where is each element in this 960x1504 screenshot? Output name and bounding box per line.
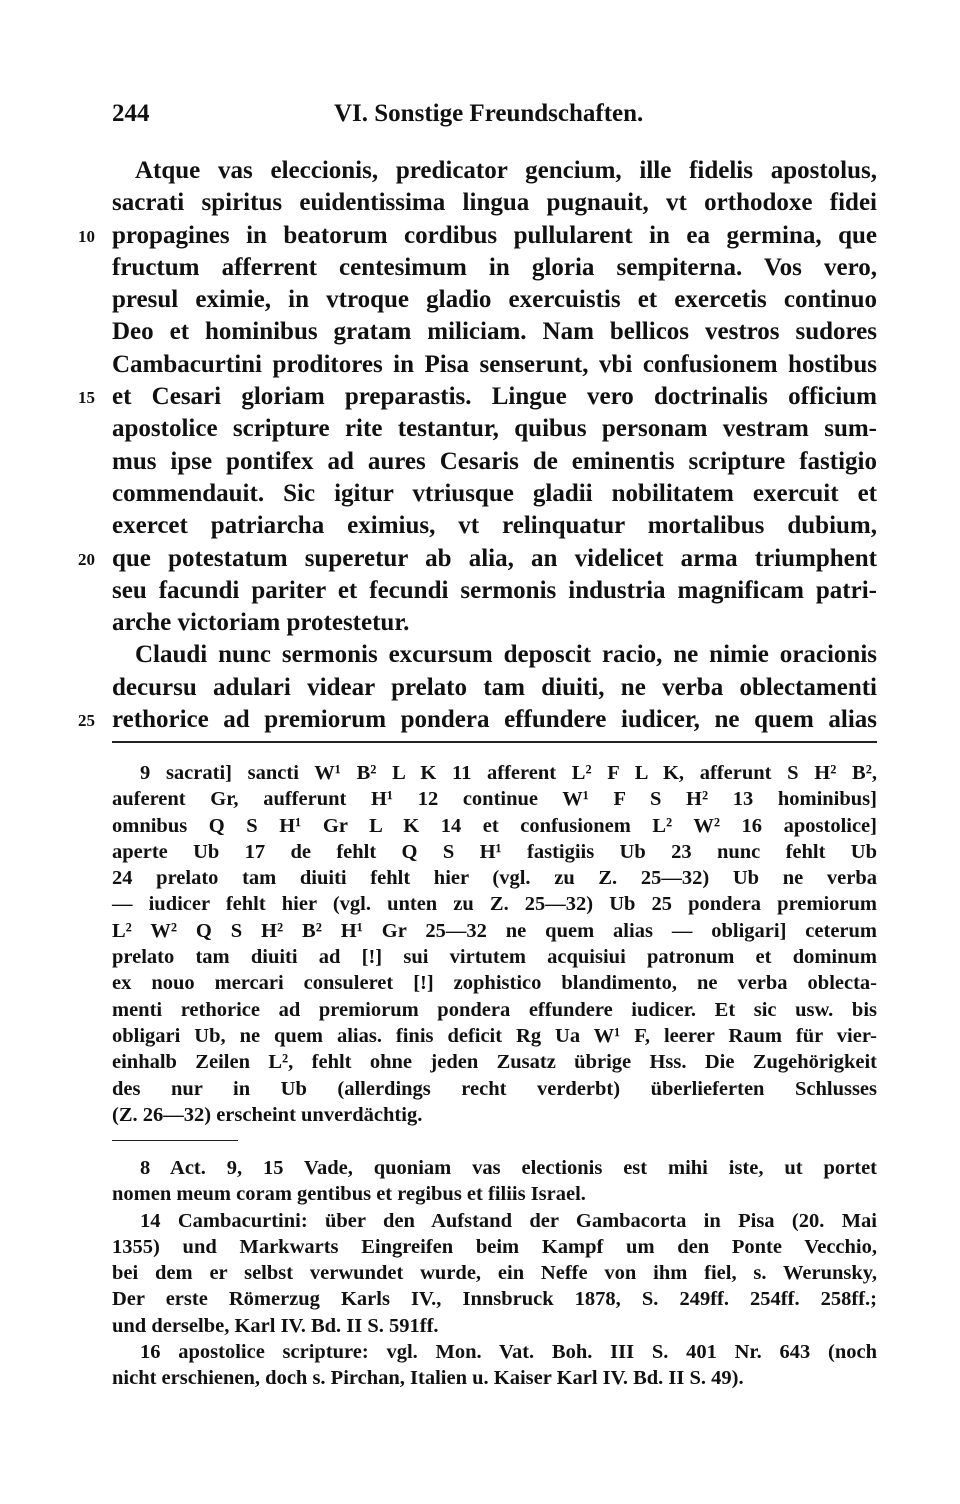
apparatus-line: 9 sacrati] sancti W¹ B² L K 11 afferent L² F L K, afferunt S H² B²,: [140, 762, 877, 784]
line-text: apostolice scripture rite testantur, quibus personam vestram sum-: [112, 415, 877, 443]
line-text: decursu adulari videar prelato tam diuiti, ne verba oblectamenti: [112, 673, 877, 701]
apparatus-line: menti rethorice ad premiorum pondera effundere iudicer. Et sic usw. bis: [112, 998, 877, 1021]
apparatus-line: obligari Ub, ne quem alias. finis deficit Rg Ua W¹ F, leerer Raum für vier-: [112, 1024, 877, 1047]
line-text: Deo et hominibus gratam miliciam. Nam bellicos vestros sudores: [112, 318, 877, 346]
text-line: [112, 252, 877, 284]
text-line: [112, 575, 877, 607]
text-line: [112, 316, 877, 348]
line-text: sacrati spiritus euidentissima lingua pugnauit, vt orthodoxe fidei: [112, 189, 877, 217]
text-line: [78, 220, 877, 252]
page-header: [112, 100, 872, 134]
apparatus-line: prelato tam diuiti ad [!] sui virtutem acquisiui patronum et dominum: [112, 946, 877, 969]
note-line: 14 Cambacurtini: über den Aufstand der Gambacorta in Pisa (20. Mai: [140, 1209, 877, 1232]
text-line: [112, 413, 877, 445]
apparatus-divider: [112, 741, 877, 743]
text-line: [78, 704, 877, 736]
commentary-notes: [112, 1155, 877, 1392]
line-number: 20: [78, 549, 95, 569]
notes-divider: [112, 1140, 238, 1141]
line-text: mus ipse pontifex ad aures Cesaris de eminentis scripture fastigio: [112, 447, 877, 475]
text-line: [112, 639, 877, 671]
text-line: [112, 510, 877, 542]
line-text: Claudi nunc sermonis excursum deposcit racio, ne nimie oracionis: [135, 641, 877, 669]
page-number: 244: [112, 100, 150, 127]
line-text: seu facundi pariter et fecundi sermonis industria magnificam patri-: [112, 576, 877, 604]
line-text: arche victoriam protestetur.: [112, 609, 410, 637]
line-text: rethorice ad premiorum pondera effundere iudicer, ne quem alias: [112, 706, 877, 734]
note-line: 16 apostolice scripture: vgl. Mon. Vat. Boh. III S. 401 Nr. 643 (noch: [140, 1341, 877, 1364]
apparatus-line: (Z. 26—32) erscheint unverdächtig.: [112, 1103, 423, 1126]
apparatus-line: einhalb Zeilen L², fehlt ohne jeden Zusatz übrige Hss. Die Zugehörigkeit: [112, 1051, 877, 1074]
text-line: [78, 543, 877, 575]
apparatus-line: L² W² Q S H² B² H¹ Gr 25—32 ne quem alias — obligari] ceterum: [112, 919, 877, 942]
critical-apparatus: [112, 760, 877, 1128]
apparatus-line: ex nouo mercari consuleret [!] zophistico blandimento, ne verba oblecta-: [112, 972, 877, 995]
apparatus-line: des nur in Ub (allerdings recht verderbt) überlieferten Schlusses: [112, 1077, 877, 1100]
text-line: [112, 478, 877, 510]
line-number: 25: [78, 711, 95, 731]
line-text: exercet patriarcha eximius, vt relinquatur mortalibus dubium,: [112, 512, 877, 540]
line-text: commendauit. Sic igitur vtriusque gladii nobilitatem exercuit et: [112, 479, 877, 507]
line-number: 15: [78, 388, 95, 408]
text-line: [112, 672, 877, 704]
line-text: fructum afferrent centesimum in gloria sempiterna. Vos vero,: [112, 253, 877, 281]
note-line: bei dem er selbst verwundet wurde, ein Neffe von ihm fiel, s. Werunsky,: [112, 1262, 877, 1285]
note-line: 1355) und Markwarts Eingreifen beim Kampf um den Ponte Vecchio,: [112, 1235, 877, 1258]
apparatus-line: 24 prelato tam diuiti fehlt hier (vgl. zu Z. 25—32) Ub ne verba: [112, 867, 877, 890]
apparatus-line: omnibus Q S H¹ Gr L K 14 et confusionem L² W² 16 apostolice]: [112, 814, 877, 837]
note-line: und derselbe, Karl IV. Bd. II S. 591ff.: [112, 1314, 439, 1337]
apparatus-line: auferent Gr, aufferunt H¹ 12 continue W¹ F S H² 13 hominibus]: [112, 788, 877, 811]
text-line: [78, 381, 877, 413]
text-line: [112, 155, 877, 187]
text-line: [112, 284, 877, 316]
apparatus-line: — iudicer fehlt hier (vgl. unten zu Z. 25—32) Ub 25 pondera premiorum: [112, 893, 877, 916]
line-text: que potestatum superetur ab alia, an videlicet arma triumphent: [112, 544, 877, 572]
text-line: [112, 349, 877, 381]
line-text: et Cesari gloriam preparastis. Lingue vero doctrinalis officium: [112, 383, 877, 411]
line-text: propagines in beatorum cordibus pullularent in ea germina, que: [112, 221, 877, 249]
line-text: presul eximie, in vtroque gladio exercuistis et exercetis continuo: [112, 286, 877, 314]
text-line: [112, 187, 877, 219]
line-number: 10: [78, 226, 95, 246]
main-text-block: [78, 155, 877, 736]
note-line: 8 Act. 9, 15 Vade, quoniam vas electionis est mihi iste, ut portet: [140, 1157, 877, 1179]
apparatus-line: aperte Ub 17 de fehlt Q S H¹ fastigiis Ub 23 nunc fehlt Ub: [112, 840, 877, 863]
note-line: Der erste Römerzug Karls IV., Innsbruck 1878, S. 249ff. 254ff. 258ff.;: [112, 1288, 877, 1311]
text-line: [112, 446, 877, 478]
note-line: nomen meum coram gentibus et regibus et filiis Israel.: [112, 1183, 586, 1206]
running-title: VI. Sonstige Freundschaften.: [334, 100, 644, 127]
line-text: Atque vas eleccionis, predicator gencium, ille fidelis apostolus,: [135, 157, 877, 184]
text-line: [112, 607, 877, 639]
line-text: Cambacurtini proditores in Pisa senserunt, vbi confusionem hostibus: [112, 350, 877, 378]
note-line: nicht erschienen, doch s. Pirchan, Italien u. Kaiser Karl IV. Bd. II S. 49).: [112, 1367, 744, 1390]
